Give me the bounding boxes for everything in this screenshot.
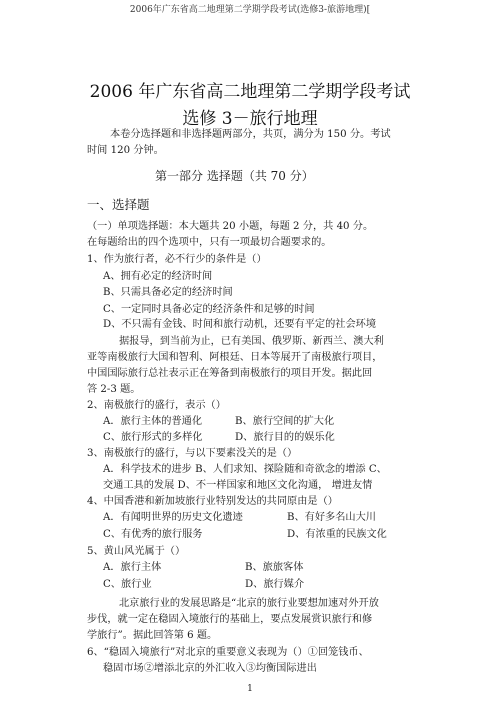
question-1-option-c: C、一定同时具备必定的经济条件和足够的时间: [103, 304, 315, 315]
question-5-stem: 5、黄山风光属于（）: [87, 546, 186, 557]
part-heading: 第一部分 选择题（共 70 分）: [155, 169, 314, 183]
passage-2-line-2: 步伐，就一定在稳固入境旅行的基础上，要点发展赏识旅行和修: [87, 614, 373, 625]
question-3-options-line-2: 交通工具的发展 D、不一样国家和地区文化沟通， 增进友情: [103, 480, 373, 491]
question-4-option-d: D、有浓重的民族文化: [287, 529, 387, 540]
question-1-option-b: B、只需具备必定的经济时间: [103, 287, 233, 298]
document-subtitle: 选修 3－旅行地理: [182, 109, 318, 129]
question-2-option-b: B、旅行空间的扩大化: [235, 416, 335, 427]
question-4-option-c: C、有优秀的旅行服务: [103, 529, 203, 540]
question-1-option-d: D、不只需有金钱、时间和旅行动机，还要有平定的社会环境: [103, 319, 377, 330]
question-5-option-b: B、旅旅客体: [245, 562, 304, 573]
document-title: 2006 年广东省高二地理第二学期学段考试: [89, 82, 411, 102]
question-5-option-d: D、旅行媒介: [245, 579, 305, 590]
instructions-line-1: （一）单项选择题：本大题共 20 小题，每题 2 分，共 40 分。: [87, 221, 374, 232]
question-3-options-line-1: A．科学技术的进步 B、人们求知、探险随和奇欲念的增添 C、: [103, 464, 387, 475]
page-number: 1: [247, 684, 253, 694]
question-4-option-a: A．有闻明世界的历史文化遗迹: [103, 512, 243, 523]
question-3-stem: 3、南极旅行的盛行，与以下要素没关的是（）: [87, 448, 298, 459]
passage-2-line-3: 学旅行”。据此回答第 6 题。: [87, 630, 218, 641]
question-6-line-2: 稳固市场②增添北京的外汇收入③均衡国际进出: [103, 663, 317, 674]
question-4-stem: 4、中国香港和新加坡旅行业特别发达的共同原由是（）: [87, 496, 338, 507]
question-2-stem: 2、南极旅行的盛行，表示（）: [87, 400, 226, 411]
passage-1-line-2: 亚等南极旅行大国和智利、阿根廷、日本等展开了南极旅行项目，: [87, 352, 383, 363]
passage-1-line-3: 中国国际旅行总社表示正在筹备到南极旅行的项目开发。据此回: [87, 368, 373, 379]
question-5-option-a: A．旅行主体: [103, 562, 162, 573]
question-6-line-1: 6、“稳固入境旅行”对北京的重要意义表现为（）①回笼钱币、: [87, 647, 369, 658]
running-header: 2006年广东省高二地理第二学期学段考试(选修3-旅游地理)[: [129, 5, 371, 15]
section-heading: 一、选择题: [87, 197, 150, 212]
question-5-option-c: C、旅行业: [103, 579, 152, 590]
question-2-option-c: C、旅行形式的多样化: [103, 432, 203, 443]
intro-line-2: 时间 120 分钟。: [87, 145, 164, 156]
question-1-option-a: A、拥有必定的经济时间: [103, 271, 213, 282]
instructions-line-2: 在每题给出的四个选项中，只有一项最切合题要求的。: [87, 237, 332, 248]
question-4-option-b: B、有好多名山大川: [287, 512, 376, 523]
passage-1-line-4: 答 2-3 题。: [87, 384, 141, 395]
intro-line-1: 本卷分选择题和非选择题两部分，共页，满分为 150 分。考试: [110, 129, 391, 140]
question-1-stem: 1、作为旅行者，必不行少的条件是（）: [87, 254, 267, 265]
question-2-option-a: A．旅行主体的普通化: [103, 416, 203, 427]
passage-1-line-1: 据报导，到当前为止，已有美国、俄罗斯、新西兰、澳大利: [119, 336, 384, 347]
passage-2-line-1: 北京旅行业的发展思路是“北京的旅行业要想加速对外开放: [119, 598, 379, 609]
question-2-option-d: D、旅行目的的娱乐化: [235, 432, 335, 443]
